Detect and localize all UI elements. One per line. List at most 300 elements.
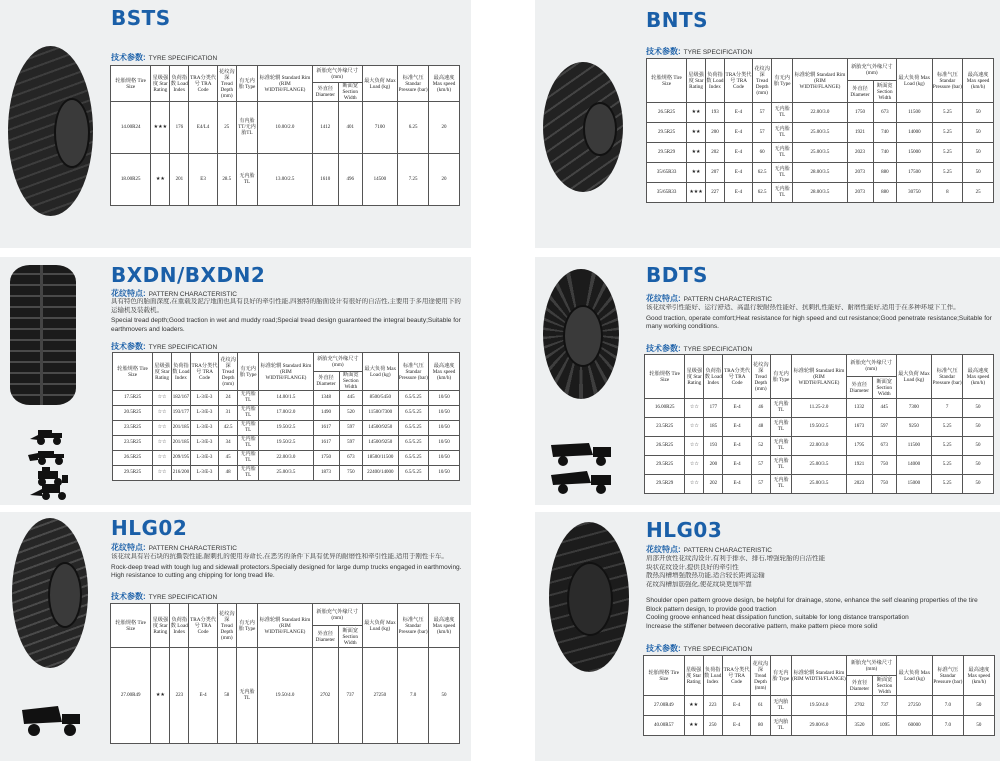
table-cell: 223	[703, 696, 722, 716]
table-cell: 无内胎TL	[238, 391, 259, 406]
panel-title: BNTS	[646, 8, 709, 32]
table-row	[647, 143, 994, 163]
table-cell: 19.50/2.5	[259, 421, 313, 436]
table-cell: 185	[704, 418, 723, 437]
table-cell: 50	[963, 163, 994, 183]
spec-label: 技术参数: TYRE SPECIFICATION	[646, 344, 753, 353]
pattern-description	[111, 553, 463, 581]
table-cell: 14500/9250	[363, 436, 398, 451]
table-cell: 23.5R25	[113, 436, 153, 451]
table-cell: 无内胎TL	[770, 696, 791, 716]
column-header: 有无内胎 Type	[236, 604, 257, 648]
table-cell: 5.25	[932, 163, 963, 183]
table-cell: 17500	[897, 163, 932, 183]
table-cell: 50	[963, 103, 994, 123]
pattern-description-cn	[646, 555, 998, 589]
spec-table	[646, 58, 994, 203]
column-header: TRA分类代号 TRA Code	[723, 355, 751, 399]
table-cell: 20	[429, 102, 460, 154]
table-cell: 50	[963, 475, 994, 494]
table-cell: 737	[338, 648, 362, 744]
table-cell: 19.50/2.5	[259, 436, 313, 451]
table-cell: ★★	[687, 103, 706, 123]
panel-bxdn	[0, 257, 471, 505]
table-cell: 2702	[312, 648, 338, 744]
column-header: 外直径 Diameter	[846, 676, 872, 696]
table-row	[111, 102, 460, 154]
table-cell: 177	[704, 399, 723, 418]
table-cell: 8	[932, 183, 963, 203]
table-cell: 29.5R25	[647, 123, 687, 143]
table-cell: 31	[219, 406, 238, 421]
table-cell: 3520	[846, 716, 872, 736]
description-cn: 该花纹牵引性能好、运行舒适、高温行驶耐热性能好、抗刺扎性能好、耐磨性能好,适用于在多种环境下工作。	[646, 304, 960, 311]
table-cell: 1873	[313, 466, 339, 481]
table-cell: 201/185	[172, 421, 191, 436]
table-cell: 62.5	[753, 183, 772, 203]
column-header: 最大负荷 Max Load (kg)	[897, 656, 933, 696]
table-cell: ★★	[687, 163, 706, 183]
column-header: TRA分类代号 TRA Code	[722, 656, 751, 696]
tire-image-bxdn	[10, 265, 76, 405]
table-cell: 10/50	[429, 451, 460, 466]
table-cell: 27250	[897, 696, 933, 716]
description-en-line: Increase the stiffener between decorative pattern, make pattern piece more solid	[646, 622, 878, 630]
column-header: 最高速度 Max speed (km/h)	[963, 59, 994, 103]
table-cell: 无内胎TL	[772, 103, 793, 123]
loader-silhouette-icon	[28, 447, 68, 465]
table-cell: 10/50	[429, 466, 460, 481]
table-cell: 29.5R25	[113, 466, 153, 481]
table-cell: 202	[706, 143, 725, 163]
table-cell: ☆☆	[685, 456, 704, 475]
table-cell: 445	[339, 391, 363, 406]
table-row	[113, 451, 460, 466]
table-cell: 7300	[896, 399, 932, 418]
table-cell: 25.00/3.5	[793, 143, 847, 163]
tire-image-bsts	[8, 46, 93, 216]
table-cell: 5.25	[932, 418, 963, 437]
column-header: 标准轮辋 Standard Rim (RIM WIDTH/FLANGE)	[258, 66, 313, 102]
panel-title: BXDN/BXDN2	[111, 263, 266, 287]
table-row	[645, 418, 994, 437]
table-cell: 7.0	[398, 648, 429, 744]
column-header: 轮胎规格 Tire Size	[111, 604, 151, 648]
table-cell: 1412	[312, 102, 338, 154]
table-row	[113, 436, 460, 451]
description-en: Special tread depth;Good traction in wet and muddy road;Special tread design guaranteed the integral beauty;Suitable for earthmovers and loaders.	[111, 317, 461, 333]
table-cell: 401	[338, 102, 362, 154]
table-cell: 无内胎TL	[238, 451, 259, 466]
table-cell: 10/50	[429, 391, 460, 406]
column-header: 标准气压 Standar Pressure (bar)	[932, 656, 963, 696]
table-cell: 6.5/5.25	[398, 466, 429, 481]
table-cell: 673	[873, 103, 897, 123]
column-header: 外直径 Diameter	[312, 83, 338, 102]
table-cell: 1750	[847, 103, 873, 123]
table-cell: 48	[751, 418, 770, 437]
dump-truck-silhouette-icon	[549, 469, 617, 495]
table-cell: 2073	[847, 163, 873, 183]
pattern-label: 花纹特点: PATTERN CHARACTERISTIC	[111, 289, 237, 298]
column-header: 新胎充气外缘尺寸(mm)	[312, 66, 362, 83]
table-cell: L-3/E-3	[190, 466, 218, 481]
column-header: TRA分类代号 TRA Code	[189, 66, 217, 102]
table-cell: 27.00R49	[111, 648, 151, 744]
table-cell: 1750	[313, 451, 339, 466]
column-header: 负荷指数 Load Index	[706, 59, 725, 103]
table-cell: 1490	[313, 406, 339, 421]
table-cell: 740	[873, 143, 897, 163]
table-cell: 10/50	[429, 421, 460, 436]
table-cell: 496	[338, 154, 362, 206]
table-cell: 2702	[846, 696, 872, 716]
table-cell: 673	[339, 451, 363, 466]
spec-label: 技术参数: TYRE SPECIFICATION	[111, 53, 218, 62]
tire-image-hlg03	[549, 522, 629, 672]
table-cell: 6.25	[398, 102, 429, 154]
table-cell: 176	[170, 102, 189, 154]
table-cell: 50	[963, 696, 994, 716]
table-row	[645, 475, 994, 494]
table-cell: E-4	[723, 437, 751, 456]
description-en-line: Block pattern design, to provide good traction	[646, 605, 777, 613]
description-cn-line: 花纹沟槽加筋强化,使花纹块更加牢靠	[646, 580, 752, 588]
table-cell: ☆☆	[153, 436, 172, 451]
table-cell: 无内胎TL	[770, 399, 791, 418]
column-header: 星级强度 Star Rating	[684, 656, 703, 696]
table-cell: 11500	[897, 103, 932, 123]
table-cell: 200	[706, 123, 725, 143]
table-cell: 8500/5450	[363, 391, 398, 406]
column-header: 新胎充气外缘尺寸(mm)	[846, 355, 896, 377]
table-cell: ☆☆	[153, 466, 172, 481]
table-row	[647, 163, 994, 183]
pattern-description	[111, 298, 463, 334]
table-cell: E-4	[724, 163, 752, 183]
column-header: 负荷指数 Load Index	[170, 604, 189, 648]
table-cell: 50	[963, 716, 994, 736]
description-cn-line: 肩部开放性花纹沟设计,有利于排水、排石,增强轮胎的自洁性能	[646, 555, 826, 562]
table-row	[647, 103, 994, 123]
table-cell: 207	[706, 163, 725, 183]
column-header: 新胎充气外缘尺寸(mm)	[846, 656, 896, 676]
table-cell: 35/65R33	[647, 163, 687, 183]
table-cell: 25.00/3.5	[792, 475, 847, 494]
table-row	[645, 456, 994, 475]
pattern-label: 花纹特点: PATTERN CHARACTERISTIC	[646, 294, 772, 303]
column-header: 有无内胎 Type	[770, 656, 791, 696]
table-cell: L-3/E-3	[190, 421, 218, 436]
table-header-row	[645, 355, 994, 377]
table-cell: ☆☆	[153, 391, 172, 406]
spec-label: 技术参数: TYRE SPECIFICATION	[111, 592, 218, 601]
column-header: 有无内胎 Type	[772, 59, 793, 103]
panel-title: HLG02	[111, 516, 188, 540]
table-cell: 750	[872, 456, 896, 475]
table-cell: 46	[751, 399, 770, 418]
table-cell: L-3/E-3	[190, 436, 218, 451]
table-cell: E-4	[723, 418, 751, 437]
table-cell: 216/200	[172, 466, 191, 481]
table-cell: E-4	[723, 456, 751, 475]
table-cell: ★★	[151, 154, 170, 206]
table-cell: 597	[339, 421, 363, 436]
table-cell: 740	[873, 123, 897, 143]
table-cell: 16.00R25	[645, 399, 685, 418]
table-cell: E4/L4	[189, 102, 217, 154]
column-header: 负荷指数 Load Index	[704, 355, 723, 399]
table-cell: 23.5R25	[645, 418, 685, 437]
spec-label: 技术参数: TYRE SPECIFICATION	[111, 342, 218, 351]
column-header: 星级强度 Star Rating	[151, 604, 170, 648]
column-header: 断面宽 Section Width	[339, 372, 363, 391]
table-cell: 14000	[896, 456, 932, 475]
table-cell: 7.0	[932, 696, 963, 716]
table-cell: 62.5	[753, 163, 772, 183]
table-cell: 40.00R57	[644, 716, 685, 736]
column-header: 星级强度 Star Rating	[685, 355, 704, 399]
table-cell: 无内胎TL	[772, 123, 793, 143]
column-header: TRA分类代号 TRA Code	[190, 353, 218, 391]
table-cell: E-4	[724, 143, 752, 163]
table-cell: 673	[872, 437, 896, 456]
table-cell: 10/50	[429, 406, 460, 421]
table-cell: 25	[963, 183, 994, 203]
table-cell: 11.25-2.0	[792, 399, 847, 418]
table-cell: 15000	[897, 143, 932, 163]
column-header: 标准气压 Standar Pressure (bar)	[932, 355, 963, 399]
table-cell: 19.50/4.0	[791, 696, 846, 716]
column-header: 最大负荷 Max Load (kg)	[897, 59, 932, 103]
table-cell: 无内胎TL	[238, 436, 259, 451]
table-cell: 14.00/1.5	[259, 391, 313, 406]
column-header: 负荷指数 Load Index	[172, 353, 191, 391]
description-cn-line: 块状花纹设计,提供良好的牵引性	[646, 563, 739, 571]
table-cell: 45	[219, 451, 238, 466]
tire-image-bnts	[543, 62, 623, 192]
table-cell: 1795	[846, 437, 872, 456]
tire-image-bdts	[543, 269, 619, 399]
table-cell: 5.25	[932, 103, 963, 123]
spec-table	[644, 354, 994, 494]
table-cell: 58	[217, 648, 236, 744]
column-header: 标准气压 Standar Pressure (bar)	[932, 59, 963, 103]
table-cell: 880	[873, 183, 897, 203]
table-cell: 52	[751, 437, 770, 456]
table-cell: 20.5R25	[113, 406, 153, 421]
table-cell: 48	[219, 466, 238, 481]
table-cell: ★★	[684, 716, 703, 736]
description-cn: 具有特色的胎面深度,在重载及泥泞地面也具有良好的牵引性能,四独特的胎面设计有很好的自洁性,主要用于多用途使用下的运输机及装载机。	[111, 298, 461, 314]
table-cell: 22400/14000	[363, 466, 398, 481]
table-row	[113, 421, 460, 436]
column-header: 标准轮辋 Standard Rim (RIM WIDTH/FLANGE)	[792, 355, 847, 399]
table-cell: 14000	[897, 123, 932, 143]
table-cell: 1673	[846, 418, 872, 437]
column-header: 花纹沟深 Tread Depth (mm)	[219, 353, 238, 391]
table-cell: 445	[872, 399, 896, 418]
table-cell: 597	[872, 418, 896, 437]
column-header: 标准轮辋 Standard Rim (RIM WIDTH/FLANGE)	[258, 604, 313, 648]
table-cell: 60000	[897, 716, 933, 736]
table-cell: 5.25	[932, 475, 963, 494]
table-cell: 26.5R25	[645, 437, 685, 456]
loader-silhouette-icon	[30, 427, 66, 445]
description-en-line: Shoulder open pattern groove design, be helpful for drainage, stone, enhance the self cleaning properties of the tire	[646, 597, 978, 604]
table-cell: 737	[873, 696, 897, 716]
table-row	[647, 123, 994, 143]
table-cell: 200	[704, 456, 723, 475]
table-cell: 50	[429, 648, 460, 744]
table-cell: 1617	[313, 421, 339, 436]
table-cell: E3	[189, 154, 217, 206]
table-cell: ☆☆	[153, 421, 172, 436]
table-cell: 27250	[362, 648, 398, 744]
table-cell: 6.5/5.25	[398, 436, 429, 451]
table-cell: 20	[429, 154, 460, 206]
panel-bdts	[535, 257, 1000, 505]
table-cell: ☆☆	[685, 475, 704, 494]
panel-hlg03	[535, 512, 1000, 761]
column-header: 花纹沟深 Tread Depth (mm)	[751, 656, 770, 696]
table-header-row	[111, 604, 460, 626]
table-cell: 14.00R24	[111, 102, 151, 154]
column-header: 新胎充气外缘尺寸(mm)	[847, 59, 897, 81]
pattern-label: 花纹特点: PATTERN CHARACTERISTIC	[111, 543, 237, 552]
table-cell: 无内胎TL	[772, 143, 793, 163]
table-cell: ☆☆	[153, 451, 172, 466]
table-cell: ☆☆	[685, 399, 704, 418]
table-cell: 1921	[846, 456, 872, 475]
table-cell: 520	[339, 406, 363, 421]
table-cell: 750	[339, 466, 363, 481]
table-cell: 14500	[362, 154, 398, 206]
table-cell: E-4	[722, 696, 751, 716]
pattern-description	[646, 304, 998, 332]
table-cell: 6.5/5.25	[398, 421, 429, 436]
table-cell: 57	[751, 456, 770, 475]
column-header: 标准气压 Standar Pressure (bar)	[398, 604, 429, 648]
table-cell: ★★★	[151, 102, 170, 154]
description-cn: 该花纹具有岩石块的抗撕裂性能,耐刺扎的使用寿命长,在恶劣的条件下具有优异的耐磨性和牵引性能,适用于刚性卡车。	[111, 553, 448, 560]
spec-table	[643, 655, 995, 736]
column-header: 花纹沟深 Tread Depth (mm)	[751, 355, 770, 399]
table-cell: 28.5	[217, 154, 236, 206]
column-header: 外直径 Diameter	[846, 377, 872, 399]
table-cell: 80	[751, 716, 770, 736]
column-header: 外直径 Diameter	[847, 81, 873, 103]
table-cell: 17.00/2.0	[259, 406, 313, 421]
table-cell: 6.5/5.25	[398, 391, 429, 406]
table-cell: 18.00R25	[111, 154, 151, 206]
table-cell: 34	[219, 436, 238, 451]
column-header: 轮胎规格 Tire Size	[645, 355, 685, 399]
table-cell: 880	[873, 163, 897, 183]
description-en: Good traction, operate comfort;Heat resistance for high speed and cut resistance;Good penetrate resistance;Suitable for many working conditions.	[646, 314, 992, 330]
table-cell: 无内胎TL	[238, 466, 259, 481]
panel-bnts	[535, 0, 1000, 248]
table-row	[113, 391, 460, 406]
table-cell: 25	[217, 102, 236, 154]
table-cell: 11500	[896, 437, 932, 456]
table-cell: 1610	[312, 154, 338, 206]
spec-label: 技术参数: TYRE SPECIFICATION	[646, 47, 753, 56]
pattern-description-en	[646, 597, 998, 631]
table-cell: 28.00/3.5	[793, 183, 847, 203]
table-cell: 5.25	[932, 123, 963, 143]
table-cell: 30750	[897, 183, 932, 203]
table-cell: 无内胎TL	[772, 183, 793, 203]
table-cell: 223	[170, 648, 189, 744]
dump-truck-silhouette-icon	[18, 704, 84, 738]
column-header: 轮胎规格 Tire Size	[111, 66, 151, 102]
table-cell: 10.00/2.0	[258, 102, 313, 154]
description-cn-line: 散热沟槽增强散热功能,适合较长距离运输	[646, 572, 765, 579]
table-cell: 9250	[896, 418, 932, 437]
panel-hlg02	[0, 512, 471, 761]
table-cell: 50	[963, 418, 994, 437]
table-cell: 597	[339, 436, 363, 451]
table-cell: ★★★	[687, 183, 706, 203]
table-cell: 无内胎TL	[770, 716, 791, 736]
table-row	[113, 406, 460, 421]
table-cell: 无内胎TL	[770, 437, 791, 456]
table-row	[645, 399, 994, 418]
table-cell: 57	[753, 103, 772, 123]
table-cell: 6.5/5.25	[398, 406, 429, 421]
table-cell: L-3/E-3	[190, 406, 218, 421]
table-cell: E-4	[722, 716, 751, 736]
column-header: 花纹沟深 Tread Depth (mm)	[217, 66, 236, 102]
panel-bsts	[0, 0, 471, 248]
table-cell: ★★	[687, 123, 706, 143]
tire-image-hlg02	[12, 518, 88, 668]
table-cell: 50	[963, 123, 994, 143]
table-cell: 201/185	[172, 436, 191, 451]
table-cell: 50	[963, 456, 994, 475]
column-header: 标准轮辋 Standard Rim (RIM WIDTH/FLANGE)	[259, 353, 313, 391]
column-header: 最高速度 Max speed (km/h)	[429, 353, 460, 391]
spec-table	[110, 603, 460, 744]
pattern-label: 花纹特点: PATTERN CHARACTERISTIC	[646, 545, 772, 554]
column-header: TRA分类代号 TRA Code	[189, 604, 217, 648]
table-cell: 50	[963, 399, 994, 418]
table-cell: 202	[704, 475, 723, 494]
table-row	[644, 696, 995, 716]
column-header: 标准气压 Standar Pressure (bar)	[398, 66, 429, 102]
column-header: 标准轮辋 Standard Rim (RIM WIDTH/FLANGE)	[793, 59, 847, 103]
column-header: 外直径 Diameter	[313, 372, 339, 391]
column-header: 负荷指数 Load Index	[170, 66, 189, 102]
table-cell: 57	[751, 475, 770, 494]
table-cell: 29.5R25	[645, 456, 685, 475]
table-header-row	[111, 66, 460, 83]
table-cell: 182/167	[172, 391, 191, 406]
table-cell: 22.00/3.0	[259, 451, 313, 466]
column-header: 有无内胎 Type	[236, 66, 257, 102]
table-cell: 19.50/4.0	[258, 648, 313, 744]
column-header: 最高速度 Max speed (km/h)	[429, 66, 460, 102]
table-cell: E-4	[723, 475, 751, 494]
spec-label: 技术参数: TYRE SPECIFICATION	[646, 644, 753, 653]
table-cell: E-4	[724, 183, 752, 203]
table-row	[111, 648, 460, 744]
table-cell: E-4	[723, 399, 751, 418]
description-en-line: Cooling groove enhanced heat dissipation function, suitable for long distance transportation	[646, 614, 909, 621]
table-cell: 29.5R29	[645, 475, 685, 494]
table-cell: 无内胎TL	[770, 456, 791, 475]
